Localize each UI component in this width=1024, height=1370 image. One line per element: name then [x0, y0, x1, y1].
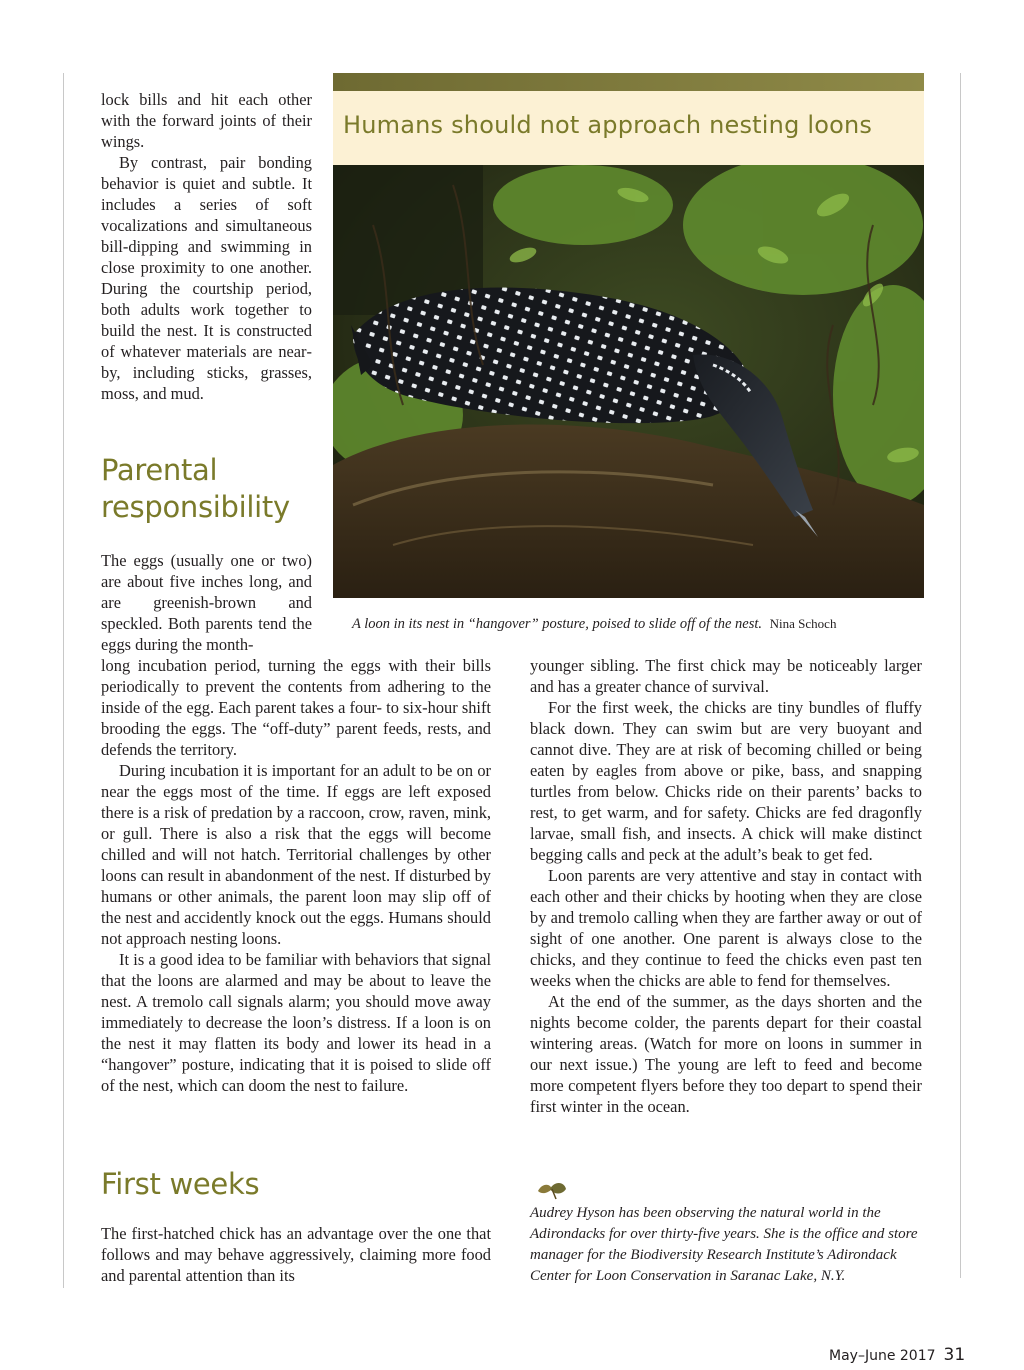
paragraph: lock bills and hit each other with the forward joints of their wings.: [101, 90, 312, 151]
issue-date: May–June 2017: [829, 1348, 936, 1364]
author-bio: Audrey Hyson has been observing the natural world in the Adirondacks for over thirty-five years. She is the office and store manager for the Biodiversity Research Institute’s Adirondack Center for Loon Conservation in Saranac Lake, N.Y.: [530, 1205, 918, 1284]
left-margin-rule: [63, 73, 64, 1288]
paragraph: It is a good idea to be familiar with behaviors that signal that the loons are alarmed and may be about to leave the nest. A tremolo call signals alarm; you should move away immediately to decrease the loon’s distress. If a loon is on the nest it may flatten its body and lower its head in a “hangover” posture, indicating that it is poised to slide off of the nest, which can doom the nest to failure.: [101, 950, 491, 1095]
right-margin-rule: [960, 73, 961, 1278]
paragraph: Loon parents are very attentive and stay in contact with each other and their chicks by hooting when they are close by and tremolo calling when they are farther away or out of sight of one another. One parent is always close to the chicks, and they continue to feed the chicks even past ten weeks when the chicks are able to fend for themselves.: [530, 866, 922, 990]
paragraph: During incubation it is important for an adult to be on or near the eggs most of the time. If eggs are left exposed there is a risk of predation by a raccoon, crow, raven, mink, or gull. There is also a risk that the eggs will become chilled and will not hatch. Territorial challenges by other loons can result in abandonment of the nest. If disturbed by humans or other animals, the parent loon may slip off of the nest and accidently knock out the eggs. Humans should not approach nesting loons.: [101, 761, 491, 948]
pullquote-bar: [333, 73, 924, 91]
section-heading-parental: Parental responsibility: [101, 453, 290, 524]
leaf-ornament-icon: [536, 1179, 568, 1201]
loon-photo-illustration: [333, 165, 924, 598]
page-number: 31: [943, 1345, 966, 1365]
loon-photo: [333, 165, 924, 598]
photo-caption: [352, 616, 836, 633]
caption-text: A loon in its nest in “hangover” posture, poised to slide off of the nest.: [352, 616, 763, 632]
col2-text: [530, 655, 922, 1117]
pullquote: Humans should not approach nesting loons: [333, 91, 924, 165]
paragraph: By contrast, pair bonding behavior is quiet and subtle. It includes a series of soft vocalizations and simultaneous bill-dipping and swimming in close proximity to one another. During the courtship period, both adults work together to build the nest. It is constructed of whatever materials are nearby, including sticks, grasses, moss, and mud.: [101, 153, 312, 403]
paragraph: For the first week, the chicks are tiny bundles of fluffy black down. They can swim but are very buoyant and cannot dive. They are at risk of becoming chilled or being eaten by eagles from above or pike, bass, and snapping turtles from below. Chicks ride on their parents’ backs to rest, to get warm, and for safety. Chicks are fed dragonfly larvae, small fish, and insects. A chick will make distinct begging calls and peck at the adult’s beak to get fed.: [530, 698, 922, 864]
paragraph: younger sibling. The first chick may be noticeably larger and has a greater chance of survival.: [530, 656, 922, 696]
paragraph: The first-hatched chick has an advantage over the one that follows and may behave aggressively, claiming more food and parental attention than its: [101, 1224, 491, 1285]
col1-wide-text: [101, 655, 491, 1096]
paragraph: At the end of the summer, as the days shorten and the nights become colder, the parents depart for their coastal wintering areas. (Watch for more on loons in summer in our next issue.) The young are left to feed and become more competent flyers before they too depart to spend their first winter in the ocean.: [530, 992, 922, 1116]
paragraph: The eggs (usually one or two) are about five inches long, and are greenish-brown and speckled. Both parents tend the eggs during the month-: [101, 551, 312, 654]
col1-top-text: [101, 89, 312, 404]
col1-first-weeks-text: [101, 1223, 491, 1286]
photo-credit: Nina Schoch: [769, 616, 837, 631]
page-footer: [829, 1345, 965, 1365]
col1-eggs-text: [101, 550, 312, 655]
section-heading-first-weeks: First weeks: [101, 1167, 260, 1201]
paragraph: long incubation period, turning the eggs with their bills periodically to prevent the contents from adhering to the inside of the egg. Each parent takes a four- to six-hour shift brooding the eggs. The “off-duty” parent feeds, rests, and defends the territory.: [101, 656, 491, 759]
